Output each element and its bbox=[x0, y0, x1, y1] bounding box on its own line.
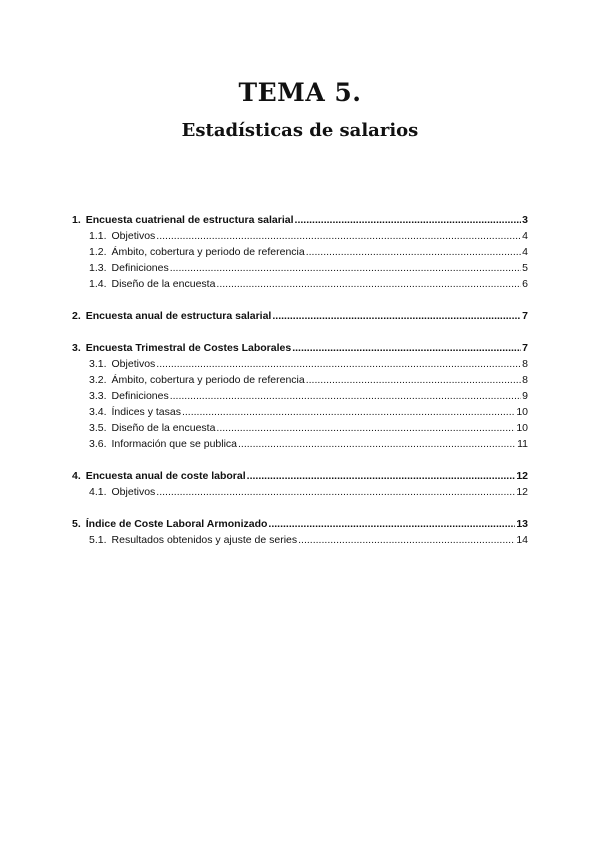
toc-entry-number: 5.1. bbox=[89, 534, 107, 546]
toc-dot-leader bbox=[182, 404, 515, 420]
toc-entry-number: 3.2. bbox=[89, 374, 107, 386]
toc-page-number: 6 bbox=[522, 278, 528, 290]
toc-dot-leader bbox=[292, 340, 521, 356]
toc-entry-number: 1.1. bbox=[89, 230, 107, 242]
toc-dot-leader bbox=[272, 308, 521, 324]
toc-page-number: 12 bbox=[516, 470, 528, 482]
toc-entry-label: Definiciones bbox=[111, 262, 169, 274]
toc-page-number: 9 bbox=[522, 390, 528, 402]
toc-entry-number: 1.4. bbox=[89, 278, 107, 290]
toc-subsection-entry[interactable] bbox=[72, 356, 528, 372]
toc-section bbox=[72, 468, 528, 500]
toc-entry-number: 2. bbox=[72, 310, 81, 322]
toc-subsection-entry[interactable] bbox=[72, 276, 528, 292]
toc-section bbox=[72, 340, 528, 452]
toc-entry-number: 3.3. bbox=[89, 390, 107, 402]
toc-subsection-entry[interactable] bbox=[72, 388, 528, 404]
toc-page-number: 11 bbox=[517, 438, 528, 450]
toc-page-number: 5 bbox=[522, 262, 528, 274]
toc-page-number: 12 bbox=[516, 486, 528, 498]
toc-entry-number: 3.5. bbox=[89, 422, 107, 434]
toc-entry-label: Encuesta Trimestral de Costes Laborales bbox=[85, 342, 292, 354]
toc-page-number: 4 bbox=[522, 230, 528, 242]
toc-entry-label: Diseño de la encuesta bbox=[111, 422, 216, 434]
toc-dot-leader bbox=[170, 260, 521, 276]
toc-chapter-entry[interactable] bbox=[72, 212, 528, 228]
toc-dot-leader bbox=[268, 516, 515, 532]
toc-entry-number: 1.3. bbox=[89, 262, 107, 274]
toc-subsection-entry[interactable] bbox=[72, 372, 528, 388]
toc-section bbox=[72, 308, 528, 324]
toc-entry-label: Definiciones bbox=[111, 390, 169, 402]
toc-entry-label: Ámbito, cobertura y periodo de referencia bbox=[111, 374, 305, 386]
toc-page-number: 7 bbox=[522, 342, 528, 354]
toc-chapter-entry[interactable] bbox=[72, 468, 528, 484]
toc-dot-leader bbox=[238, 436, 516, 452]
toc-chapter-entry[interactable] bbox=[72, 308, 528, 324]
toc-entry-number: 3.4. bbox=[89, 406, 107, 418]
toc-entry-label: Objetivos bbox=[111, 486, 156, 498]
toc-dot-leader bbox=[156, 356, 521, 372]
toc-subsection-entry[interactable] bbox=[72, 532, 528, 548]
toc-section bbox=[72, 212, 528, 292]
toc-dot-leader bbox=[156, 484, 515, 500]
toc-subsection-entry[interactable] bbox=[72, 244, 528, 260]
toc-page-number: 4 bbox=[522, 246, 528, 258]
toc-dot-leader bbox=[295, 212, 522, 228]
toc-entry-number: 1. bbox=[72, 214, 81, 226]
toc-subsection-entry[interactable] bbox=[72, 420, 528, 436]
toc-entry-number: 4. bbox=[72, 470, 81, 482]
toc-entry-label: Encuesta anual de estructura salarial bbox=[85, 310, 272, 322]
toc-page-number: 3 bbox=[522, 214, 528, 226]
toc-subsection-entry[interactable] bbox=[72, 228, 528, 244]
toc-page-number: 14 bbox=[516, 534, 528, 546]
toc-page-number: 7 bbox=[522, 310, 528, 322]
toc-dot-leader bbox=[306, 372, 521, 388]
toc-chapter-entry[interactable] bbox=[72, 340, 528, 356]
toc-entry-number: 3.1. bbox=[89, 358, 107, 370]
toc-dot-leader bbox=[216, 420, 515, 436]
toc-subsection-entry[interactable] bbox=[72, 260, 528, 276]
toc-dot-leader bbox=[298, 532, 515, 548]
toc-entry-number: 4.1. bbox=[89, 486, 107, 498]
toc-page-number: 10 bbox=[516, 422, 528, 434]
toc-entry-label: Objetivos bbox=[111, 358, 156, 370]
toc-page-number: 8 bbox=[522, 374, 528, 386]
toc-subsection-entry[interactable] bbox=[72, 484, 528, 500]
toc-entry-label: Encuesta cuatrienal de estructura salarial bbox=[85, 214, 294, 226]
toc-dot-leader bbox=[306, 244, 521, 260]
toc-dot-leader bbox=[156, 228, 521, 244]
table-of-contents bbox=[72, 212, 528, 564]
toc-entry-label: Objetivos bbox=[111, 230, 156, 242]
toc-entry-label: Índice de Coste Laboral Armonizado bbox=[85, 518, 268, 530]
toc-chapter-entry[interactable] bbox=[72, 516, 528, 532]
toc-subsection-entry[interactable] bbox=[72, 436, 528, 452]
toc-page-number: 8 bbox=[522, 358, 528, 370]
toc-dot-leader bbox=[247, 468, 516, 484]
toc-entry-label: Encuesta anual de coste laboral bbox=[85, 470, 246, 482]
toc-dot-leader bbox=[216, 276, 521, 292]
toc-entry-label: Resultados obtenidos y ajuste de series bbox=[111, 534, 298, 546]
toc-page-number: 10 bbox=[516, 406, 528, 418]
toc-section bbox=[72, 516, 528, 548]
toc-entry-label: Información que se publica bbox=[111, 438, 238, 450]
page-title: TEMA 5. bbox=[238, 78, 362, 107]
toc-entry-label: Índices y tasas bbox=[111, 406, 181, 418]
toc-entry-number: 5. bbox=[72, 518, 81, 530]
toc-entry-number: 3. bbox=[72, 342, 81, 354]
toc-page-number: 13 bbox=[516, 518, 528, 530]
toc-entry-label: Diseño de la encuesta bbox=[111, 278, 216, 290]
toc-entry-label: Ámbito, cobertura y periodo de referencia bbox=[111, 246, 305, 258]
toc-subsection-entry[interactable] bbox=[72, 404, 528, 420]
toc-entry-number: 3.6. bbox=[89, 438, 107, 450]
toc-entry-number: 1.2. bbox=[89, 246, 107, 258]
page-subtitle: Estadísticas de salarios bbox=[181, 120, 419, 141]
toc-dot-leader bbox=[170, 388, 521, 404]
